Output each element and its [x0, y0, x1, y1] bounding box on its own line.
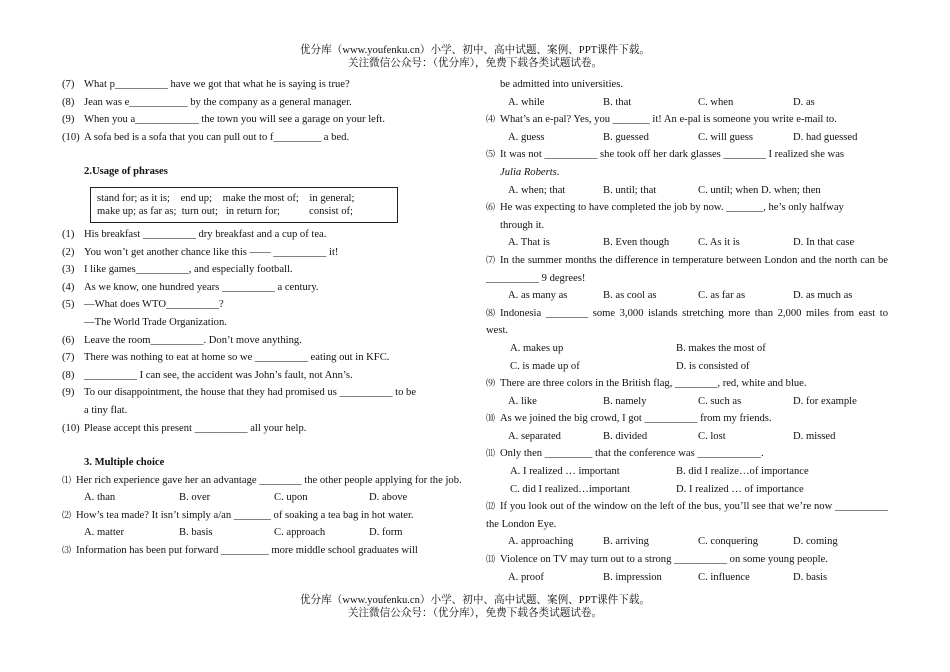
options: C. is made up of D. is consisted of	[510, 360, 750, 372]
question-continuation: be admitted into universities.	[500, 79, 623, 90]
list-item: a tiny flat.	[84, 404, 128, 416]
header-line-1: 优分库（www.youfenku.cn）小学、初中、高中试题、案例、PPT课件下载。	[299, 45, 651, 56]
question: ⑵ How’s tea made? It isn’t simply a/an _______ of soaking a tea bag in hot water.	[62, 509, 414, 521]
options: A. matter B. basis C. approach D. form	[84, 527, 403, 539]
footer-line-2: 关注微信公众号：（优分库），免费下载各类试题试卷。	[347, 608, 603, 619]
question: ⑷ What’s an e-pal? Yes, you _______ it! An e-pal is someone you write e-mail to.	[486, 114, 837, 126]
question: ⑸ It was not __________ she took off her dark glasses ________ I realized she was	[486, 149, 845, 161]
question-continuation: through it.	[500, 219, 545, 231]
options: A. like B. namely C. such as D. for example	[508, 395, 857, 407]
page-header	[0, 44, 950, 70]
list-item: (10) A sofa bed is a sofa that you can pull out to f_________ a bed.	[62, 131, 350, 143]
page-footer	[0, 594, 950, 620]
left-column	[62, 76, 464, 560]
question: ⑿ If you look out of the window on the left of the bus, you’ll see that we’re now __________ the London Eye.	[486, 501, 888, 530]
list-item: (4) As we know, one hundred years __________ a century.	[62, 281, 319, 293]
list-item: (9) To our disappointment, the house that they had promised us __________ to be	[62, 387, 417, 399]
options: A. guess B. guessed C. will guess D. had guessed	[508, 131, 858, 143]
question: ⑹ He was expecting to have completed the job by now. _______, he’s only halfway	[486, 202, 844, 214]
section-title: 3. Multiple choice	[84, 457, 165, 469]
list-item: (8) __________ I can see, the accident was John’s fault, not Ann’s.	[62, 369, 353, 381]
list-item: (7) What p__________ have we got that what he is saying is true?	[62, 79, 350, 90]
list-item: (6) Leave the room__________. Don’t move anything.	[62, 334, 302, 346]
options: A. while B. that C. when D. as	[508, 96, 815, 108]
question: ⑼ There are three colors in the British flag, ________, red, white and blue.	[486, 378, 807, 390]
options: A. makes up B. makes the most of	[510, 342, 766, 354]
options: A. separated B. divided C. lost D. missed	[508, 430, 836, 442]
options: A. approaching B. arriving C. conquering D. coming	[508, 536, 838, 548]
list-item: (9) When you a____________ the town you will see a garage on your left.	[62, 114, 385, 126]
question: ⑺ In the summer months the difference in temperature between London and the north can be __________ 9 degrees!	[486, 254, 888, 284]
question: ⑻ Indonesia ________ some 3,000 islands stretching more than 2,000 miles from east to west.	[486, 307, 888, 337]
list-item: (5) —What does WTO__________?	[62, 299, 224, 311]
right-column	[486, 76, 888, 586]
phrase-box-line: make up; as far as; turn out; in return for; consist of;	[97, 205, 353, 217]
options: A. as many as B. as cool as C. as far as D. as much as	[508, 290, 853, 302]
list-item: (3) I like games__________, and especially football.	[62, 264, 293, 276]
options: A. when; that B. until; that C. until; when D. when; then	[508, 184, 821, 196]
options: A. proof B. impression C. influence D. basis	[508, 571, 828, 583]
phrase-box	[90, 187, 398, 223]
question: ⑴ Her rich experience gave her an advantage ________ the other people applying for the job.	[62, 474, 462, 486]
list-item: —The World Trade Organization.	[84, 316, 227, 328]
list-item: (1) His breakfast __________ dry breakfast and a cup of tea.	[62, 228, 327, 240]
question: ⑶ Information has been put forward _________ more middle school graduates will	[62, 545, 418, 557]
section-title: 2.Usage of phrases	[84, 166, 168, 178]
list-item: (10) Please accept this present __________ all your help.	[62, 422, 307, 434]
header-line-2: 关注微信公众号：（优分库），免费下载各类试题试卷。	[347, 58, 603, 69]
footer-line-1: 优分库（www.youfenku.cn）小学、初中、高中试题、案例、PPT课件下载。	[299, 595, 651, 606]
options: C. did I realized…important D. I realized … of importance	[510, 483, 804, 495]
list-item: (8) Jean was e___________ by the company as a general manager.	[62, 96, 352, 108]
list-item: (2) You won’t get another chance like this —— __________ it!	[62, 246, 339, 258]
question: ⒀ Violence on TV may turn out to a strong __________ on some young people.	[486, 554, 828, 566]
question-continuation: Julia Roberts.	[500, 166, 560, 178]
list-item: (7) There was nothing to eat at home so we __________ eating out in KFC.	[62, 352, 390, 364]
question: ⑽ As we joined the big crowd, I got __________ from my friends.	[486, 413, 772, 425]
question: ⑾ Only then _________ that the conference was ____________.	[486, 448, 764, 460]
options: A. than B. over C. upon D. above	[84, 492, 408, 504]
options: A. That is B. Even though C. As it is D. In that case	[508, 237, 855, 249]
options: A. I realized … important B. did I realize…of importance	[510, 466, 809, 478]
phrase-box-line: stand for; as it is; end up; make the most of; in general;	[97, 192, 355, 204]
